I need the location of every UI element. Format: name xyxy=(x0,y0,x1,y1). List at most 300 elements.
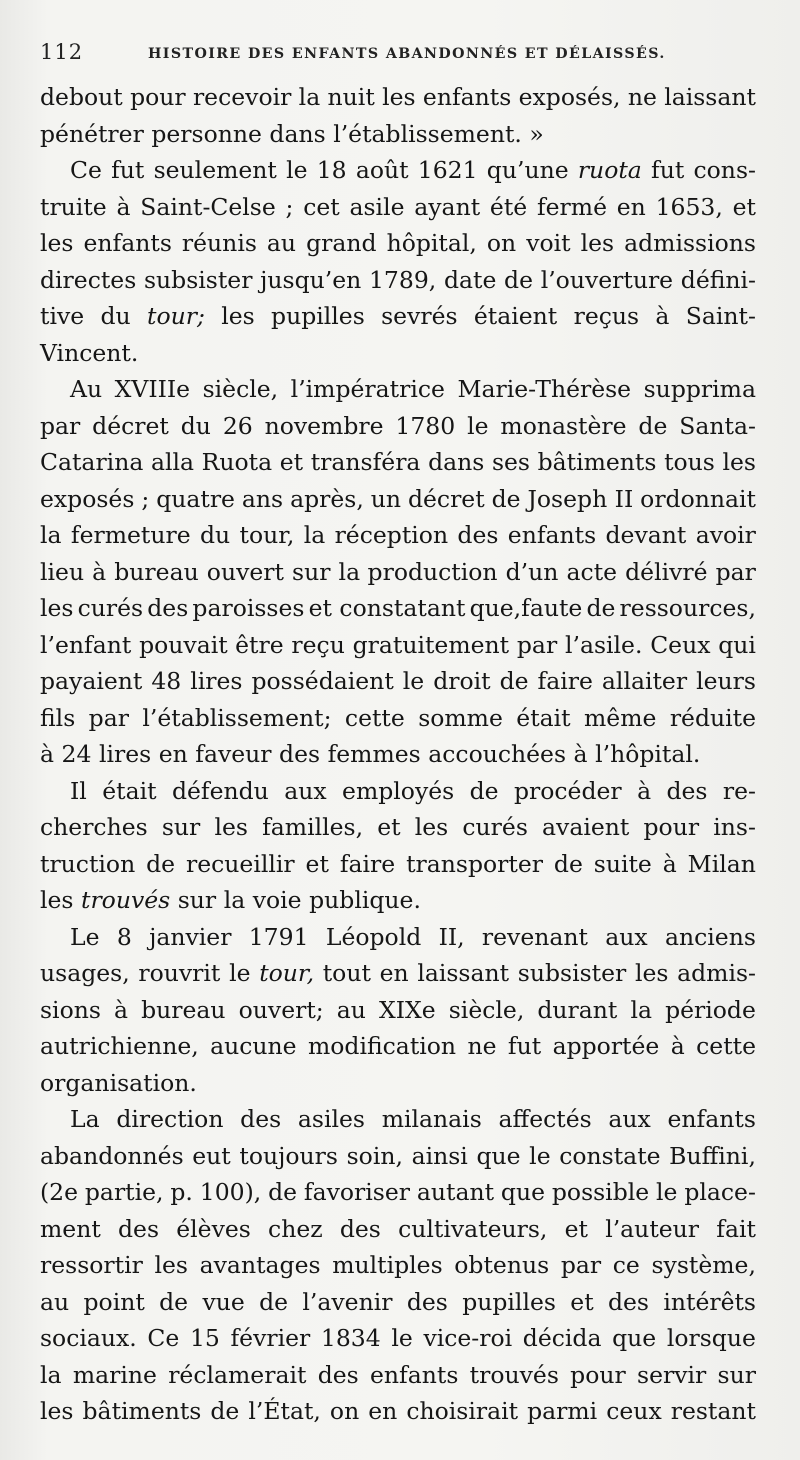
word: fut xyxy=(651,156,685,184)
word: un xyxy=(370,484,402,513)
word: qu’une xyxy=(486,156,569,184)
word: la xyxy=(298,83,321,111)
page-number: 112 xyxy=(40,40,84,64)
word: marine xyxy=(72,1360,157,1389)
word: ment xyxy=(40,1214,101,1243)
word: ; xyxy=(285,192,294,221)
word: milanais xyxy=(381,1105,482,1133)
word: pouvait être xyxy=(139,630,284,659)
text-line xyxy=(40,371,756,408)
text-line xyxy=(40,1247,756,1284)
word: autrichienne, xyxy=(40,1032,199,1060)
word: en xyxy=(368,1397,398,1425)
word: direction xyxy=(116,1105,224,1133)
word: Buffini, xyxy=(669,1141,756,1170)
word: enfants xyxy=(83,229,172,257)
word: et xyxy=(564,1214,588,1243)
word: réception xyxy=(334,521,449,549)
word: constate xyxy=(559,1141,661,1170)
word: Ce xyxy=(147,1324,180,1352)
word: 15 xyxy=(189,1324,220,1352)
word: voie xyxy=(252,886,302,914)
word: le xyxy=(656,1178,678,1206)
word: par xyxy=(88,703,129,732)
text-line xyxy=(40,992,756,1029)
word: les xyxy=(40,886,74,914)
word: de xyxy=(159,1287,189,1316)
word: ceux xyxy=(606,1397,662,1425)
word: vice-roi xyxy=(423,1324,513,1352)
word: pénétrer xyxy=(40,119,144,148)
word: aux xyxy=(284,776,327,805)
word: avoir xyxy=(695,521,756,549)
word: système, xyxy=(651,1251,756,1279)
word: Vincent. xyxy=(40,338,139,367)
word: avantages xyxy=(199,1251,321,1279)
text-line xyxy=(40,773,756,810)
word: leurs xyxy=(696,667,756,695)
word: le xyxy=(467,411,489,440)
word: supprima xyxy=(643,375,756,403)
word: la xyxy=(40,1360,62,1389)
text-line xyxy=(40,700,756,737)
word: alla xyxy=(150,448,195,476)
text-line xyxy=(40,736,756,773)
word: délivré xyxy=(625,557,708,586)
word: et xyxy=(732,192,756,221)
word: la production xyxy=(338,557,498,586)
text-line xyxy=(40,809,756,846)
word: sur xyxy=(292,557,331,586)
word: apportée xyxy=(552,1032,660,1060)
word: était xyxy=(102,776,157,805)
word: des xyxy=(118,1214,160,1243)
word: usages, xyxy=(40,959,130,987)
word: p. xyxy=(170,1178,193,1206)
word: rouvrit xyxy=(138,959,221,987)
word: recueillir xyxy=(185,849,295,878)
word: été xyxy=(489,192,528,221)
word: bâtiments xyxy=(537,448,657,476)
word: recevoir xyxy=(192,83,292,111)
word: bureau xyxy=(114,557,199,586)
text-line xyxy=(40,262,756,299)
word: 1780 xyxy=(395,411,456,440)
text-line xyxy=(40,1174,756,1211)
word: 26 xyxy=(222,411,253,440)
word: 48 xyxy=(151,667,182,695)
word: on xyxy=(486,229,517,257)
word: tous xyxy=(664,448,715,476)
word: enfants xyxy=(422,83,512,111)
word: directes xyxy=(40,265,137,294)
word: transféra xyxy=(310,448,421,476)
word: les xyxy=(722,448,756,476)
word: nuit xyxy=(327,83,375,111)
word: la xyxy=(223,886,246,914)
word: Il xyxy=(70,776,87,805)
word: l’établissement; xyxy=(142,703,332,732)
word: de xyxy=(586,594,616,622)
word: somme xyxy=(418,703,503,732)
word: février xyxy=(230,1324,311,1352)
word: ouvert xyxy=(206,557,284,586)
word: à xyxy=(637,776,652,805)
word: cette xyxy=(344,703,405,732)
word: les xyxy=(40,1397,74,1425)
word: Joseph II xyxy=(527,484,634,513)
word: truction xyxy=(40,849,136,878)
word: des xyxy=(317,1360,359,1389)
word: de xyxy=(499,667,529,695)
word: cultivateurs, xyxy=(398,1214,548,1243)
word: fut xyxy=(111,156,145,184)
word: sur xyxy=(717,1360,756,1389)
word: restant xyxy=(670,1397,756,1425)
word: que xyxy=(612,1324,657,1352)
word: en xyxy=(379,959,409,987)
word: tour, xyxy=(239,521,295,549)
word: procéder xyxy=(513,776,622,805)
word: réunis xyxy=(181,229,257,257)
word: La xyxy=(70,1105,100,1133)
word: familles, xyxy=(262,813,364,841)
word: la xyxy=(303,521,326,549)
word: les xyxy=(382,83,416,111)
word: chez xyxy=(268,1214,323,1243)
word: ins- xyxy=(713,813,756,841)
word: revenant xyxy=(481,922,588,951)
word: eut xyxy=(192,1141,231,1170)
word: reçus xyxy=(573,302,640,330)
text-line xyxy=(40,1065,756,1102)
word: modification xyxy=(307,1032,457,1060)
word: siècle, xyxy=(202,375,279,403)
word: du xyxy=(199,521,231,549)
word: de xyxy=(638,411,668,440)
word: les xyxy=(154,1251,188,1279)
word: de xyxy=(469,776,499,805)
word: acte xyxy=(566,557,618,586)
word: droit xyxy=(433,667,491,695)
word: des xyxy=(147,594,189,622)
word: aucune xyxy=(210,1032,297,1060)
word: sur xyxy=(161,813,201,841)
word: toujours xyxy=(239,1141,338,1170)
word: paroisses xyxy=(192,594,305,622)
word: devant xyxy=(605,521,687,549)
word: l’asile. xyxy=(564,630,643,659)
body-text xyxy=(40,79,756,1430)
word: le xyxy=(529,1141,551,1170)
word: de xyxy=(504,265,533,294)
word: 1621 xyxy=(417,156,478,184)
text-line xyxy=(40,1211,756,1248)
word: Saint-Celse xyxy=(140,192,276,221)
word: à xyxy=(655,302,670,330)
word: l’avenir xyxy=(302,1287,393,1316)
word: Ceux xyxy=(650,630,711,659)
word: ce xyxy=(612,1251,640,1279)
word: à xyxy=(116,192,131,221)
word: les xyxy=(414,813,449,841)
word: août xyxy=(355,156,409,184)
word: la xyxy=(40,521,62,549)
word: élèves xyxy=(176,1214,251,1243)
word: (2e xyxy=(40,1178,79,1206)
word: curés xyxy=(462,813,528,841)
word: l’enfant xyxy=(40,630,132,659)
word: et constatant xyxy=(308,594,466,622)
word: employés xyxy=(342,776,455,805)
word: 8 xyxy=(116,922,132,951)
text-line xyxy=(40,79,756,116)
word: ouvert; xyxy=(238,995,324,1024)
word: qui xyxy=(718,630,756,659)
word: les xyxy=(214,813,248,841)
word: admissions xyxy=(624,229,756,257)
text-line xyxy=(40,1393,756,1430)
word: après, xyxy=(290,484,364,513)
text-line xyxy=(40,225,756,262)
word: Catarina xyxy=(40,448,144,476)
text-line xyxy=(40,408,756,445)
word: l’auteur xyxy=(605,1214,700,1243)
word: accouchées xyxy=(428,740,567,768)
word: faire xyxy=(537,667,593,695)
word: Milan xyxy=(687,849,756,878)
word: cette xyxy=(696,1032,756,1060)
word: par xyxy=(516,630,558,659)
word: par xyxy=(40,411,81,440)
word: étaient xyxy=(473,302,558,330)
word: gratuitement xyxy=(352,630,510,659)
word: aux xyxy=(605,922,648,951)
word: place- xyxy=(684,1178,756,1206)
word: lires xyxy=(190,667,243,695)
word: décret xyxy=(92,411,169,440)
word: pour xyxy=(570,1360,626,1389)
word: » xyxy=(529,119,544,148)
word: au xyxy=(336,995,366,1024)
word: cet xyxy=(303,192,340,221)
text-line xyxy=(40,1028,756,1065)
word: les xyxy=(221,302,255,330)
word: enfants xyxy=(507,521,597,549)
word: à xyxy=(662,849,677,878)
word: et xyxy=(377,813,401,841)
word: janvier xyxy=(149,922,232,951)
word: que,faute xyxy=(469,594,583,622)
word: 18 xyxy=(316,156,347,184)
word: subsister xyxy=(517,959,627,987)
word: admis- xyxy=(677,959,756,987)
word: faire xyxy=(339,849,396,878)
word: fils xyxy=(40,703,76,732)
word: jusqu’en xyxy=(260,265,362,294)
word: possible xyxy=(551,1178,650,1206)
word: 1834 xyxy=(320,1324,381,1352)
word: la xyxy=(630,995,652,1024)
word: partie, xyxy=(84,1178,164,1206)
word: réclamerait xyxy=(168,1360,307,1389)
word: par xyxy=(715,557,756,586)
word: de xyxy=(491,484,521,513)
word: Le xyxy=(70,922,100,951)
word: défendu xyxy=(171,776,269,805)
word: des xyxy=(406,1287,448,1316)
word: parmi xyxy=(527,1397,598,1425)
word: l’impératrice xyxy=(290,375,445,403)
word: date xyxy=(443,265,497,294)
text-line xyxy=(40,1284,756,1321)
word: bâtiments xyxy=(82,1397,202,1425)
word: fermeture xyxy=(70,521,191,549)
word: hôpital, xyxy=(386,229,477,257)
word: ; xyxy=(141,484,150,513)
word: quatre xyxy=(156,484,235,513)
word: organisation. xyxy=(40,1068,197,1097)
word: subsister xyxy=(143,265,253,294)
word: ne xyxy=(627,83,657,111)
word: Ruota xyxy=(201,448,273,476)
word: au xyxy=(40,1287,70,1316)
word: dans xyxy=(428,448,485,476)
word: personne xyxy=(151,119,262,148)
word: transporter xyxy=(406,849,543,878)
text-line xyxy=(40,1101,756,1138)
word: Saint- xyxy=(685,302,756,330)
word: avaient xyxy=(542,813,630,841)
text-line xyxy=(40,152,756,189)
word: défini- xyxy=(680,265,756,294)
word: de xyxy=(259,1287,289,1316)
word: le xyxy=(229,959,251,987)
word: le xyxy=(286,156,308,184)
text-line xyxy=(40,1320,756,1357)
word: décida xyxy=(522,1324,602,1352)
text-line xyxy=(40,590,756,627)
word: réduite xyxy=(669,703,756,732)
word: les xyxy=(40,229,74,257)
word: de xyxy=(268,1178,298,1206)
word: sions xyxy=(40,995,101,1024)
word: asiles xyxy=(297,1105,365,1133)
word: point xyxy=(83,1287,145,1316)
text-line xyxy=(40,335,756,372)
word: les xyxy=(580,229,615,257)
word: du xyxy=(180,411,211,440)
word: truite xyxy=(40,192,107,221)
word: monastère xyxy=(500,411,627,440)
word: favoriser xyxy=(303,1178,411,1206)
word: faveur xyxy=(195,740,272,768)
word: II, xyxy=(438,922,465,951)
word: et xyxy=(279,448,304,476)
word: en xyxy=(158,740,188,768)
word: période xyxy=(665,995,756,1024)
word: fut xyxy=(507,1032,542,1060)
word: pour xyxy=(643,813,700,841)
text-line xyxy=(40,298,756,335)
word: trouvés xyxy=(81,886,171,914)
word: était xyxy=(516,703,571,732)
word: l’État, xyxy=(248,1397,321,1425)
word: par xyxy=(560,1251,602,1279)
text-line xyxy=(40,481,756,518)
word: l’hôpital. xyxy=(595,740,701,768)
word: à xyxy=(40,740,55,768)
word: d’un xyxy=(505,557,559,586)
word: que xyxy=(500,1178,546,1206)
word: 100), xyxy=(199,1178,262,1206)
word: exposés, xyxy=(518,83,621,111)
text-line xyxy=(40,919,756,956)
word: sevrés xyxy=(381,302,458,330)
word: novembre xyxy=(264,411,384,440)
word: payaient xyxy=(40,667,143,695)
word: publique. xyxy=(309,886,421,914)
word: grand xyxy=(306,229,377,257)
word: l’ouverture xyxy=(540,265,674,294)
word: le xyxy=(391,1324,413,1352)
word: allaiter xyxy=(601,667,688,695)
word: servir xyxy=(637,1360,707,1389)
word: et xyxy=(570,1287,594,1316)
word: 24 xyxy=(61,740,92,768)
word: des xyxy=(666,776,708,805)
word: asile xyxy=(349,192,405,221)
word: reçu xyxy=(291,630,345,659)
word: 1789, xyxy=(368,265,437,294)
word: tour, xyxy=(259,959,315,987)
word: et xyxy=(305,849,329,878)
word: obtenus xyxy=(454,1251,550,1279)
word: ses xyxy=(491,448,530,476)
word: vue xyxy=(202,1287,245,1316)
word: suite xyxy=(593,849,652,878)
word: décret xyxy=(407,484,485,513)
word: l’établissement. xyxy=(333,119,522,148)
word: Léopold xyxy=(325,922,422,951)
word: anciens xyxy=(664,922,756,951)
word: lires xyxy=(98,740,152,768)
text-line xyxy=(40,846,756,883)
word: Santa- xyxy=(679,411,756,440)
word: curés xyxy=(77,594,144,622)
running-head: HISTOIRE DES ENFANTS ABANDONNÉS ET DÉLAISSÉS. xyxy=(148,46,666,62)
word: tive xyxy=(40,302,85,330)
word: des xyxy=(457,521,499,549)
word: debout xyxy=(40,83,123,111)
word: de xyxy=(553,849,583,878)
word: des xyxy=(339,1214,381,1243)
word: à xyxy=(114,995,129,1024)
word: lorsque xyxy=(666,1324,756,1352)
word: exposés xyxy=(40,484,135,513)
word: laissant xyxy=(664,83,756,111)
text-line xyxy=(40,444,756,481)
word: affectés xyxy=(498,1105,592,1133)
word: que xyxy=(476,1141,521,1170)
word: même xyxy=(584,703,657,732)
word: pupilles xyxy=(271,302,365,330)
page-header xyxy=(40,40,760,70)
word: laissant xyxy=(417,959,510,987)
word: des xyxy=(607,1287,649,1316)
text-line xyxy=(40,1357,756,1394)
word: enfants xyxy=(667,1105,756,1133)
